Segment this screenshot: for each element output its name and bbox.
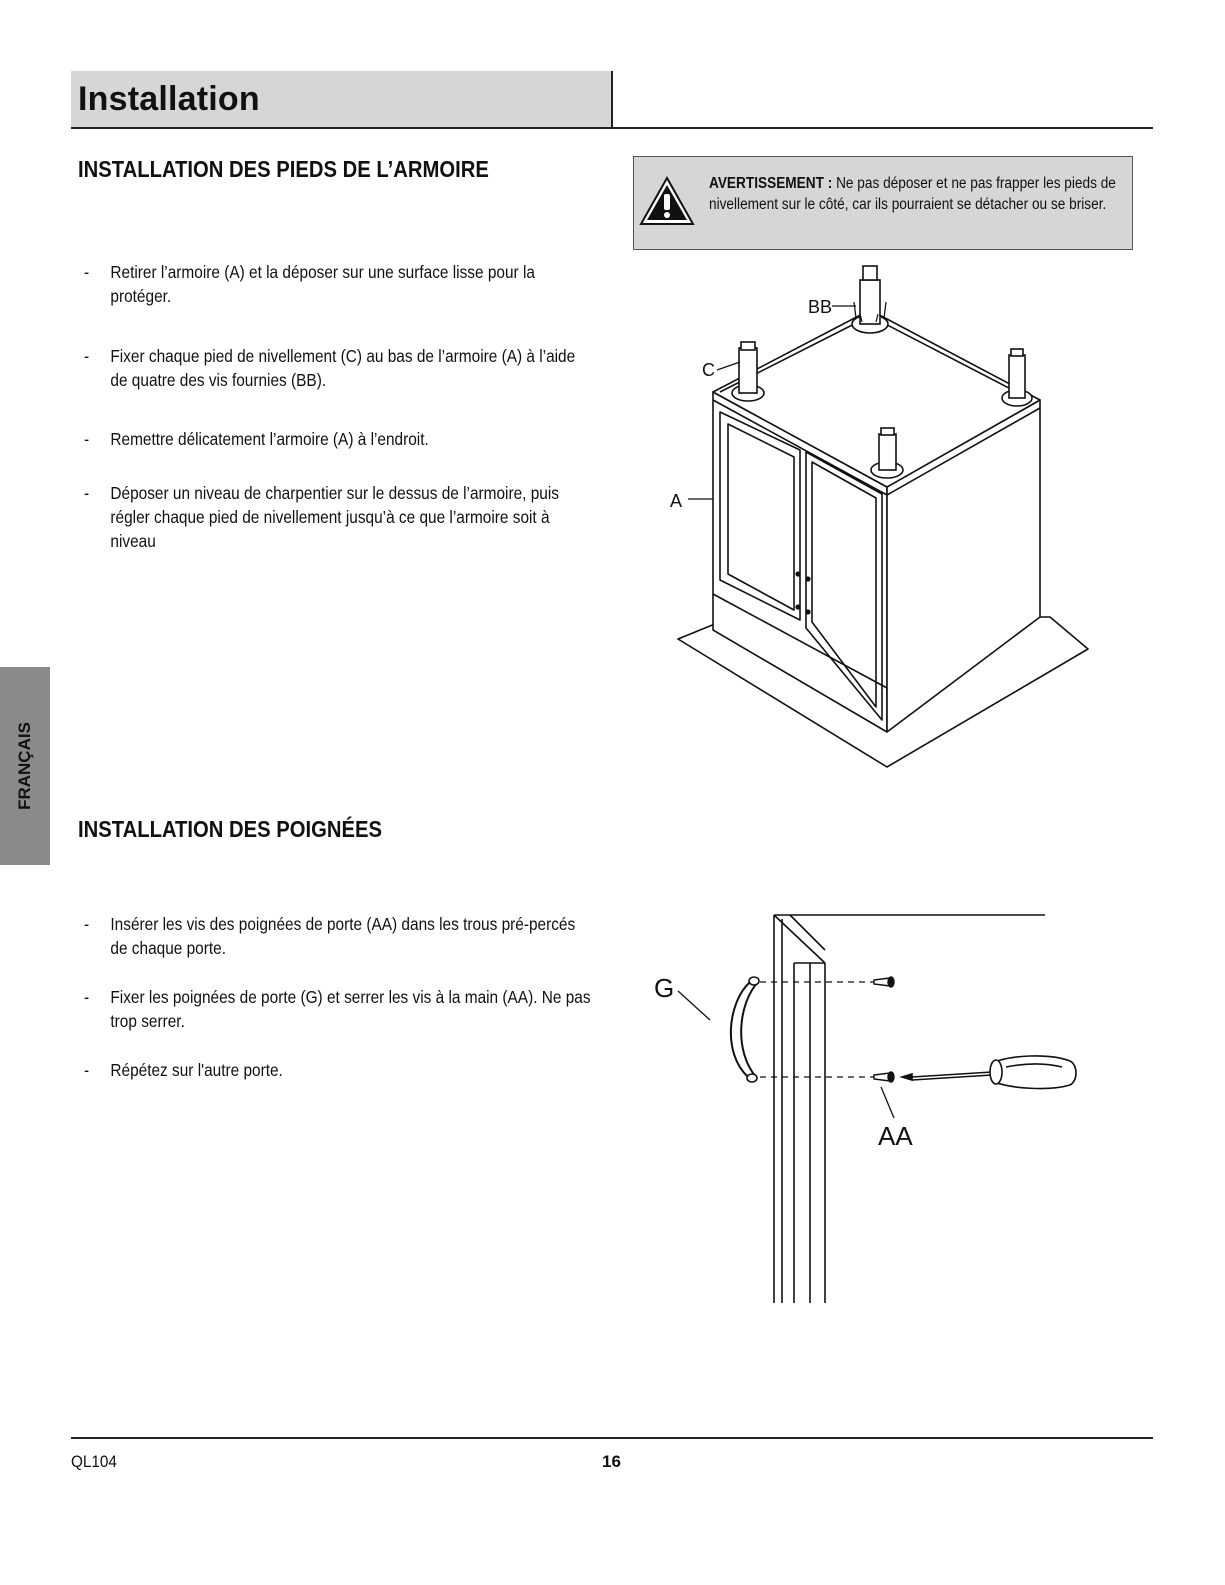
warning-label: AVERTISSEMENT : [709, 175, 833, 192]
header-rule [71, 127, 1153, 129]
page-title: Installation [78, 80, 260, 118]
footer-rule [71, 1437, 1153, 1439]
language-side-tab [0, 667, 50, 865]
label-g: G [654, 973, 675, 1003]
handle-installation-illustration [650, 905, 1100, 1305]
warning-message: Ne pas déposer et ne pas frapper les pieds de nivellement sur le côté, car ils pourraient se détacher ou se briser. [709, 175, 1116, 213]
step-handles-2: - Fixer les poignées de porte (G) et serrer les vis à la main (AA). Ne pas trop serrer. [84, 987, 591, 1031]
step-legs-2: - Fixer chaque pied de nivellement (C) au bas de l’armoire (A) à l’aide de quatre des vis fournies (BB). [84, 346, 576, 390]
step-handles-3: - Répétez sur l'autre porte. [84, 1060, 283, 1080]
step-legs-4: - Déposer un niveau de charpentier sur le dessus de l’armoire, puis régler chaque pied de nivellement jusqu’à ce que l’armoire soit à niveau [84, 483, 559, 551]
step-legs-3: - Remettre délicatement l’armoire (A) à l’endroit. [84, 429, 429, 449]
cabinet-legs-illustration [640, 262, 1120, 782]
side-tab-label: FRANÇAIS [15, 722, 34, 810]
warning-box [633, 156, 1133, 250]
label-a: A [670, 491, 683, 511]
label-c: C [702, 360, 715, 380]
step-handles-1: - Insérer les vis des poignées de porte (AA) dans les trous pré-percés de chaque porte. [84, 914, 576, 958]
label-aa: AA [878, 1121, 913, 1151]
warning-text [709, 173, 1123, 215]
page-number: 16 [602, 1452, 621, 1471]
section-heading-handles: INSTALLATION DES POIGNÉES [78, 816, 382, 842]
section-heading-legs: INSTALLATION DES PIEDS DE L’ARMOIRE [78, 156, 489, 182]
label-bb: BB [808, 297, 833, 317]
step-legs-1: - Retirer l’armoire (A) et la déposer sur une surface lisse pour la protéger. [84, 262, 535, 306]
warning-triangle-icon [639, 175, 695, 227]
footer-model-number: QL104 [71, 1452, 117, 1471]
